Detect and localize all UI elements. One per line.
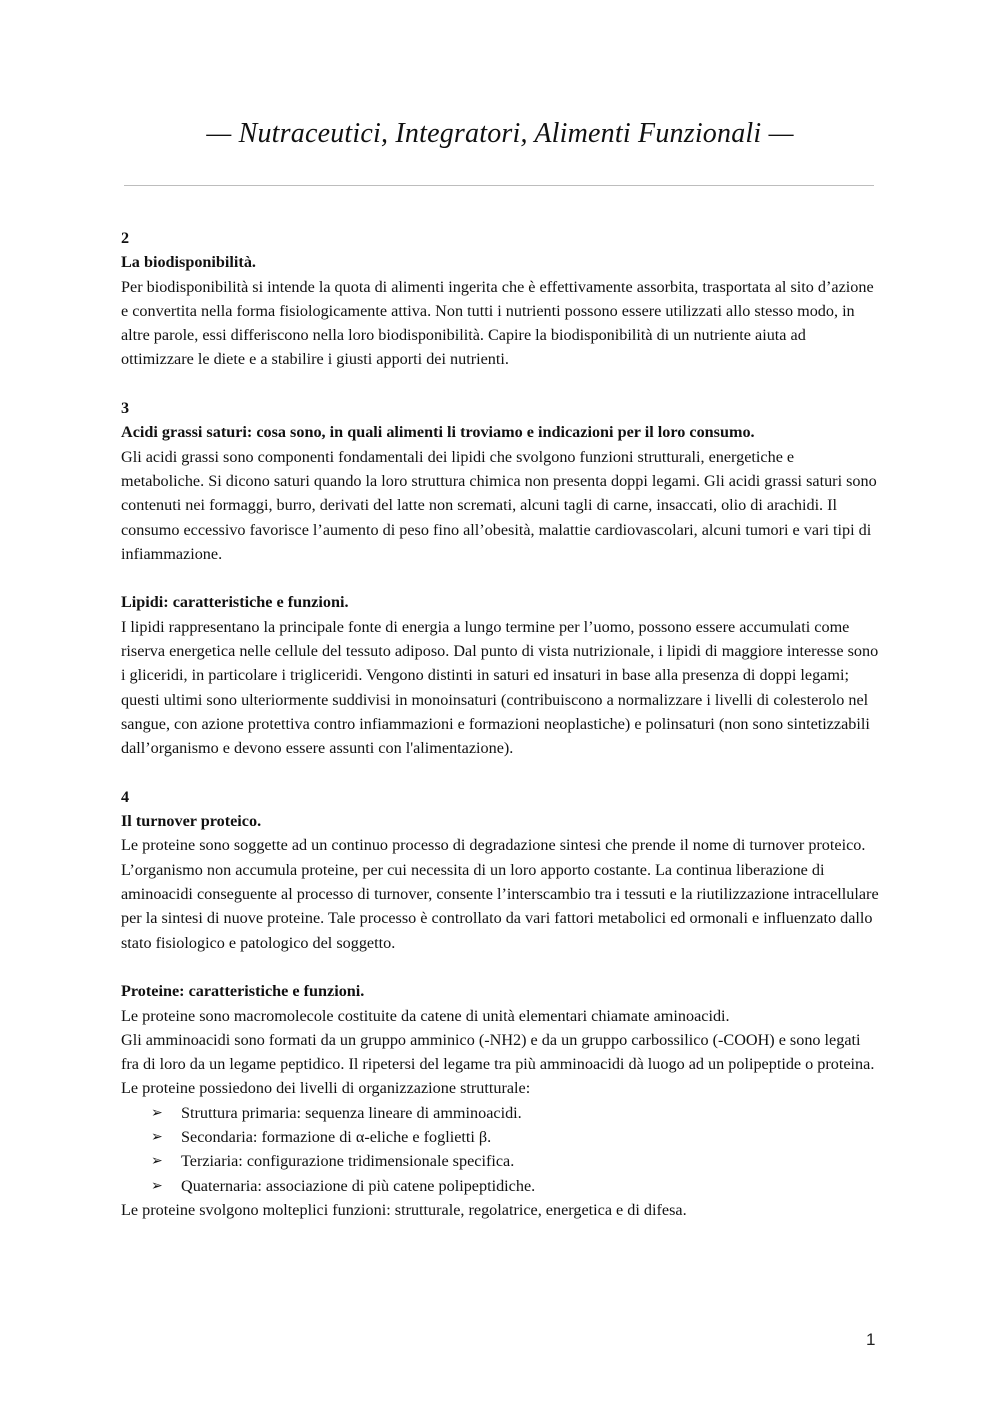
subsection-paragraph: I lipidi rappresentano la principale fonte di energia a lungo termine per l’uomo, possono essere accumulati come riserva energetica nelle cellule del tessuto adiposo. Dal punto di vista nutrizionale, i lipidi di maggiore interesse sono i gliceridi, in particolare i trigliceridi. Vengono distinti in saturi ed insaturi in base alla presenza di doppi legami; questi ultimi sono ulteriormente suddivisi in monoinsaturi (contribuiscono a normalizzare i livelli di colesterolo nel sangue, con azione protettiva contro infiammazioni e formazioni neoplastiche) e polinsaturi (non sono sintetizzabili dall’organismo e devono essere assunti con l'alimentazione). (121, 617, 879, 758)
list-item (151, 1101, 881, 1125)
list-item-text: Terziaria: configurazione tridimensionale specifica. (181, 1152, 515, 1171)
section-paragraph: Le proteine sono soggette ad un continuo processo di degradazione sintesi che prende il nome di turnover proteico. L’organismo non accumula proteine, per cui necessita di un loro apporto costante. La continua liberazione di aminoacidi conseguente al processo di turnover, consente l’interscambio tra i tessuti e la riutilizzazione intracellulare per la sintesi di nuove proteine. Tale processo è controllato da vari fattori metabolici ed ormonali e influenzato dallo stato fisiologico e patologico del soggetto. (121, 836, 879, 952)
subsection-paragraph: Gli amminoacidi sono formati da un gruppo amminico (-NH2) e da un gruppo carbossilico (-COOH) e sono legati fra di loro da un legame peptidico. Il ripetersi del legame tra più amminoacidi dà luogo ad un polipeptide o proteina. Le proteine possiedono dei livelli di organizzazione strutturale: (121, 1030, 875, 1098)
section-number: 4 (121, 787, 130, 806)
spacer (121, 372, 881, 396)
section-3 (121, 396, 881, 760)
arrow-bullet-icon: ➢ (151, 1153, 163, 1170)
list-item (151, 1125, 881, 1149)
document-body (121, 226, 881, 1222)
section-heading: Acidi grassi saturi: cosa sono, in quali alimenti li troviamo e indicazioni per il loro consumo. (121, 423, 755, 442)
arrow-bullet-icon: ➢ (151, 1128, 163, 1145)
list-item (151, 1174, 881, 1198)
subsection-heading: Lipidi: caratteristiche e funzioni. (121, 593, 349, 612)
section-number: 2 (121, 229, 130, 247)
arrow-bullet-icon: ➢ (151, 1104, 163, 1121)
list-item-text: Quaternaria: associazione di più catene polipeptidiche. (181, 1176, 536, 1195)
title-divider (124, 185, 874, 186)
document-title: — Nutraceutici, Integratori, Alimenti Funzionali — (206, 118, 794, 149)
spacer (121, 955, 881, 979)
subsection-heading: Proteine: caratteristiche e funzioni. (121, 982, 365, 1001)
section-heading: La biodisponibilità. (121, 253, 256, 272)
arrow-bullet-icon: ➢ (151, 1177, 163, 1194)
section-paragraph: Per biodisponibilità si intende la quota di alimenti ingerita che è effettivamente assorbita, trasportata al sito d’azione e convertita nella forma fisiologicamente attiva. Non tutti i nutrienti possono essere utilizzati allo stesso modo, in altre parole, essi differiscono nella loro biodisponibilità. Capire la biodisponibilità di un nutriente aiuta ad ottimizzare le diete e a stabilire i giusti apporti dei nutrienti. (121, 277, 874, 369)
spacer (121, 761, 881, 785)
page-number: 1 (866, 1330, 876, 1349)
spacer (121, 566, 881, 590)
structure-levels-list (121, 1101, 881, 1198)
list-item-text: Struttura primaria: sequenza lineare di amminoacidi. (181, 1103, 522, 1122)
section-heading: Il turnover proteico. (121, 812, 262, 831)
closing-paragraph: Le proteine svolgono molteplici funzioni: strutturale, regolatrice, energetica e di difesa. (121, 1200, 687, 1219)
section-2 (121, 226, 881, 372)
section-number: 3 (121, 399, 130, 418)
section-paragraph: Gli acidi grassi sono componenti fondamentali dei lipidi che svolgono funzioni strutturali, energetiche e metaboliche. Si dicono saturi quando la loro struttura chimica non presenta doppi legami. Gli acidi grassi saturi sono contenuti nei formaggi, burro, derivati del latte non scremati, alcuni tagli di carne, insaccati, olio di arachidi. Il consumo eccessivo favorisce l’aumento di peso fino all’obesità, malattie cardiovascolari, alcuni tumori e vari tipi di infiammazione. (121, 447, 877, 563)
list-item-text: Secondaria: formazione di α-eliche e foglietti β. (181, 1127, 492, 1146)
section-4 (121, 785, 881, 1222)
subsection-paragraph-intro: Le proteine sono macromolecole costituite da catene di unità elementari chiamate aminoacidi. (121, 1006, 730, 1025)
list-item (151, 1149, 881, 1173)
